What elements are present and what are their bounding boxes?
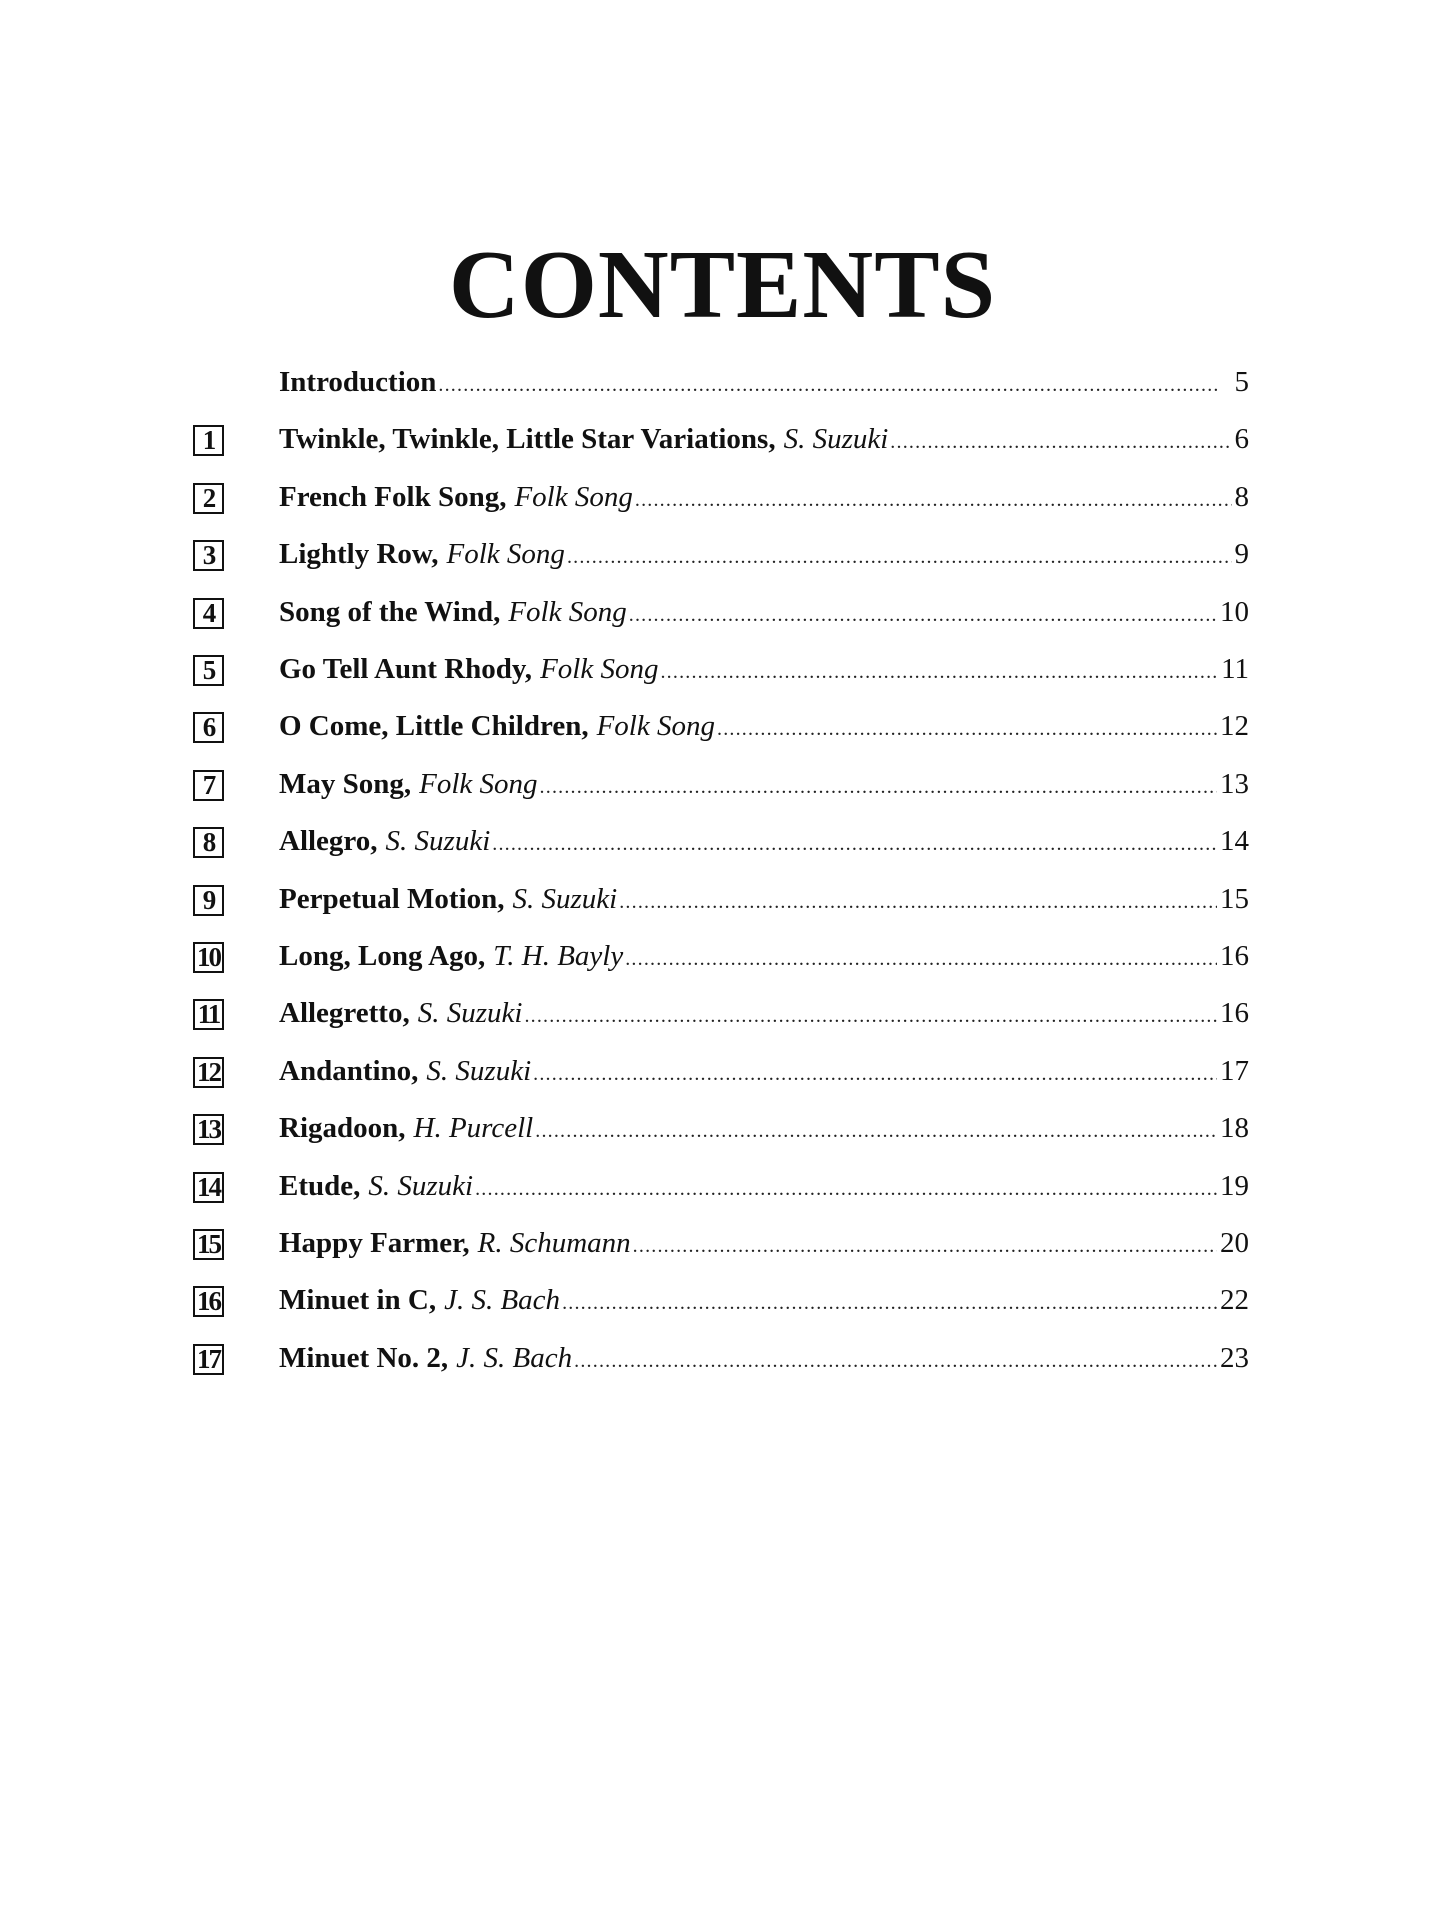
piece-composer: J. S. Bach — [456, 1341, 573, 1374]
toc-entry[interactable] — [0, 1274, 1445, 1331]
piece-title: Andantino, — [279, 1054, 419, 1087]
piece-title: O Come, Little Children, — [279, 710, 589, 743]
dot-leader — [492, 826, 1217, 862]
piece-title: Minuet No. 2, — [279, 1341, 449, 1374]
piece-title: Song of the Wind, — [279, 595, 501, 628]
piece-number-box: 10 — [193, 942, 224, 973]
dot-leader — [619, 884, 1217, 920]
page-number: 16 — [1220, 940, 1249, 972]
dot-leader — [524, 998, 1217, 1034]
toc-entry-line — [279, 651, 1249, 690]
dot-leader — [629, 597, 1217, 633]
piece-number-box: 5 — [193, 655, 224, 686]
piece-composer: S. Suzuki — [385, 825, 491, 858]
toc-entry-line — [279, 594, 1249, 633]
dot-leader — [475, 1171, 1217, 1207]
piece-number-box: 8 — [193, 827, 224, 858]
piece-number-box: 4 — [193, 598, 224, 629]
dot-leader — [567, 539, 1232, 575]
toc-entry-line — [279, 1168, 1249, 1207]
toc-entry-line — [279, 938, 1249, 977]
toc-entry-line — [279, 881, 1249, 920]
piece-composer: H. Purcell — [413, 1112, 534, 1145]
dot-leader — [660, 654, 1218, 690]
piece-number-box: 15 — [193, 1229, 224, 1260]
page-number: 11 — [1221, 653, 1249, 685]
dot-leader — [535, 1113, 1217, 1149]
toc-entry-line — [279, 1110, 1249, 1149]
page-number: 16 — [1220, 997, 1249, 1030]
toc-entry[interactable] — [0, 471, 1445, 528]
page-number: 22 — [1220, 1284, 1249, 1317]
toc-entry-line — [279, 479, 1249, 518]
piece-number-box: 13 — [193, 1114, 224, 1145]
page-number: 18 — [1220, 1112, 1249, 1145]
toc-entry[interactable] — [0, 586, 1445, 643]
piece-number-box: 11 — [193, 999, 224, 1030]
piece-title: Lightly Row, — [279, 538, 439, 571]
toc-entry-line — [279, 1225, 1249, 1264]
page-number: 13 — [1220, 767, 1249, 800]
piece-title: Happy Farmer, — [279, 1227, 470, 1259]
toc-entry[interactable] — [0, 528, 1445, 585]
piece-composer: R. Schumann — [477, 1227, 631, 1259]
piece-composer: Folk Song — [596, 710, 715, 743]
dot-leader — [438, 367, 1217, 403]
piece-number-box: 6 — [193, 712, 224, 743]
piece-composer: J. S. Bach — [444, 1284, 561, 1317]
dot-leader — [890, 424, 1231, 460]
piece-title: Etude, — [279, 1169, 361, 1202]
piece-title: Allegro, — [279, 825, 378, 858]
dot-leader — [574, 1343, 1217, 1379]
toc-entry-line — [279, 536, 1249, 575]
page-number: 8 — [1234, 480, 1249, 513]
piece-composer: Folk Song — [540, 653, 659, 685]
dot-leader — [717, 711, 1217, 747]
toc-entry[interactable] — [0, 873, 1445, 930]
piece-composer: S. Suzuki — [368, 1169, 474, 1202]
page-number: 9 — [1234, 538, 1249, 571]
page-number: 19 — [1220, 1169, 1249, 1202]
piece-number-box: 17 — [193, 1344, 224, 1375]
dot-leader — [562, 1285, 1217, 1321]
piece-title: Allegretto, — [279, 997, 410, 1030]
dot-leader — [625, 941, 1217, 977]
toc-entry-line — [279, 1340, 1249, 1379]
page-number: 5 — [1234, 366, 1249, 398]
piece-composer: T. H. Bayly — [493, 940, 624, 972]
toc-entry[interactable] — [0, 700, 1445, 757]
dot-leader — [533, 1056, 1217, 1092]
piece-composer: S. Suzuki — [783, 423, 889, 456]
piece-number-box: 12 — [193, 1057, 224, 1088]
piece-number-box: 16 — [193, 1286, 224, 1317]
piece-title: Perpetual Motion, — [279, 882, 505, 915]
toc-entry-line — [279, 364, 1249, 403]
piece-title: Minuet in C, — [279, 1284, 437, 1317]
page-number: 23 — [1220, 1341, 1249, 1374]
piece-number-box: 3 — [193, 540, 224, 571]
page-title: CONTENTS — [448, 231, 997, 339]
toc-entry[interactable] — [0, 930, 1445, 987]
toc-entry[interactable] — [0, 1332, 1445, 1389]
toc-entry[interactable] — [0, 987, 1445, 1044]
piece-composer: Folk Song — [446, 538, 565, 571]
piece-number-box: 1 — [193, 425, 224, 456]
toc-entry-line — [279, 1053, 1249, 1092]
piece-composer: S. Suzuki — [417, 997, 523, 1030]
piece-title: Introduction — [279, 366, 437, 398]
piece-number-box: 14 — [193, 1172, 224, 1203]
page-number: 10 — [1220, 595, 1249, 628]
dot-leader — [633, 1228, 1217, 1264]
piece-composer: Folk Song — [514, 480, 633, 513]
page-number: 20 — [1220, 1227, 1249, 1259]
toc-entry[interactable] — [0, 1217, 1445, 1274]
page-number: 17 — [1220, 1054, 1249, 1087]
toc-entry-line — [279, 1282, 1249, 1321]
page-number: 6 — [1234, 423, 1249, 456]
toc-entry-line — [279, 708, 1249, 747]
toc-entry-line — [279, 766, 1249, 805]
toc-entry-line — [279, 995, 1249, 1034]
piece-composer: S. Suzuki — [426, 1054, 532, 1087]
toc-entry[interactable] — [0, 1045, 1445, 1102]
piece-title: Rigadoon, — [279, 1112, 406, 1145]
piece-number-box: 7 — [193, 770, 224, 801]
page-number: 12 — [1220, 710, 1249, 743]
page-number: 14 — [1220, 825, 1249, 858]
toc-entry[interactable] — [0, 1102, 1445, 1159]
dot-leader — [540, 769, 1217, 805]
piece-title: Twinkle, Twinkle, Little Star Variations, — [279, 423, 776, 456]
toc-entry[interactable] — [0, 1160, 1445, 1217]
toc-entry-line — [279, 421, 1249, 460]
toc-entry[interactable] — [0, 643, 1445, 700]
piece-title: May Song, — [279, 767, 412, 800]
piece-title: French Folk Song, — [279, 480, 507, 513]
piece-number-box: 9 — [193, 885, 224, 916]
piece-title: Long, Long Ago, — [279, 940, 486, 972]
piece-number-box: 2 — [193, 483, 224, 514]
page-number: 15 — [1220, 882, 1249, 915]
toc-entry[interactable] — [0, 758, 1445, 815]
toc-entry[interactable] — [0, 815, 1445, 872]
dot-leader — [635, 482, 1232, 518]
toc-entry-line — [279, 823, 1249, 862]
piece-composer: S. Suzuki — [512, 882, 618, 915]
piece-title: Go Tell Aunt Rhody, — [279, 653, 533, 685]
toc-entry[interactable] — [0, 413, 1445, 470]
piece-composer: Folk Song — [508, 595, 627, 628]
toc-entry[interactable] — [0, 356, 1445, 413]
piece-composer: Folk Song — [419, 767, 538, 800]
